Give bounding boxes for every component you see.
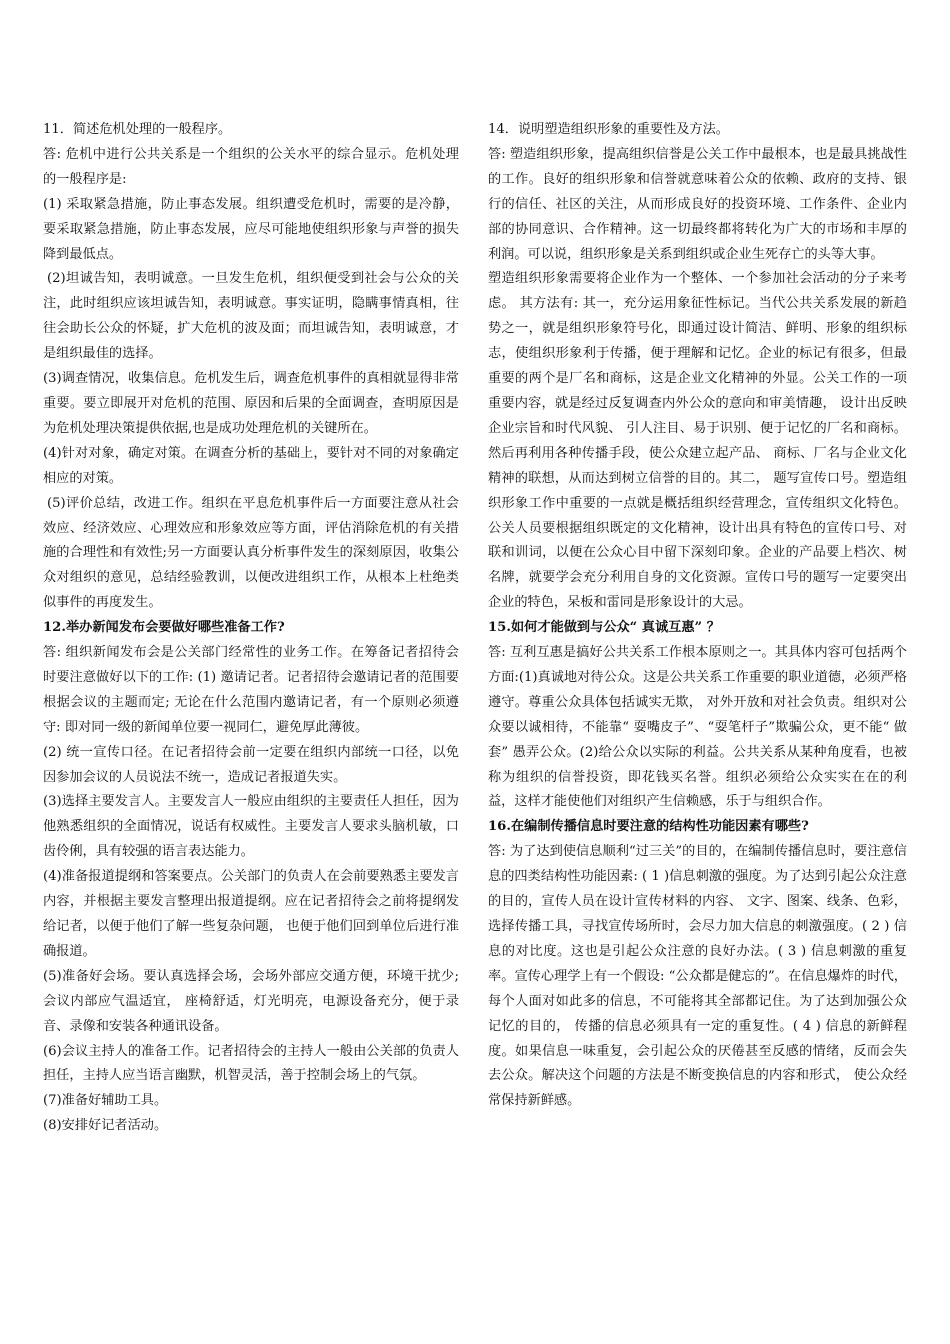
question-14-title: 14．说明塑造组织形象的重要性及方法。: [488, 122, 729, 137]
question-12-point-7: (7)准备好辅助工具。: [43, 1093, 168, 1109]
question-11-point-2: (2)坦诚告知，表明诚意。一旦发生危机，组织便受到社会与公众的关注，此时组织应该坦诚告知，表明诚意。事实证明，隐瞒事情真相，往往会助长公众的怀疑，扩大危机的波及面；而坦诚告知，表明诚意，才是组织最佳的选择。: [43, 271, 459, 362]
question-12-answer-intro: 答: 组织新闻发布会是公关部门经常性的业务工作。在筹备记者招待会时要注意做好以下的工作: (1) 邀请记者。记者招待会邀请记者的范围要根据会议的主题而定; 无论在什么范围内邀请记者，有一个原则必须遵守: 即对同一级的新闻单位要一视同仁，避免厚此薄彼。: [43, 645, 459, 735]
question-12-point-2: (2) 统一宣传口径。在记者招待会前一定要在组织内部统一口径，以免因参加会议的人员说法不统一，造成记者报道失实。: [43, 744, 459, 785]
question-11-point-4: (4)针对对象，确定对策。在调查分析的基础上，要针对不同的对象确定相应的对策。: [43, 445, 459, 486]
question-16-answer: 答: 为了达到使信息顺利“过三关”的目的，在编制传播信息时，要注意信息的四类结构性功能因素: ( 1 )信息刺激的强度。为了达到引起公众注意的目的，宣传人员在设计宣传材料的内容、 文字、图案、线条、色彩，选择传播工具，寻找宣传场所时，会尽力加大信息的刺激强度。( 2 ) 信息的对比度。这也是引起公众注意的良好办法。( 3 ) 信息刺激的重复率。宣传心理学上有一个假设: “公众都是健忘的”。在信息爆炸的时代，每个人面对如此多的信息，不可能将其全部都记住。为了达到加强公众记忆的目的， 传播的信息必须具有一定的重复性。( 4 ) 信息的新鲜程度。如果信息一味重复，会引起公众的厌倦甚至反感的情绪，反而会失去公众。解决这个问题的方法是不断变换信息的内容和形式， 使公众经常保持新鲜感。: [488, 844, 907, 1109]
question-12-point-3: (3)选择主要发言人。主要发言人一般应由组织的主要责任人担任，因为他熟悉组织的全面情况，说话有权威性。主要发言人要求头脑机敏，口齿伶俐，具有较强的语言表达能力。: [43, 794, 459, 860]
question-12-point-8: (8)安排好记者活动。: [43, 1118, 168, 1134]
question-11-point-1: (1) 采取紧急措施，防止事态发展。组织遭受危机时，需要的是冷静，要采取紧急措施，防止事态发展，应尽可能地使组织形象与声誉的损失降到最低点。: [43, 196, 459, 262]
question-12-point-4: (4)准备报道提纲和答案要点。公关部门的负责人在会前要熟悉主要发言内容，并根据主要发言整理出报道提纲。应在记者招待会之前将提纲发给记者，以便于他们了解一些复杂问题， 也便于他们回到单位后进行准确报道。: [43, 869, 459, 959]
question-16-title: 16.在编制传播信息时要注意的结构性功能因素有哪些?: [488, 819, 809, 835]
question-15-answer: 答: 互利互惠是搞好公共关系工作根本原则之一。其具体内容可包括两个方面:(1)真诚地对待公众。这是公共关系工作重要的职业道德，必须严格遵守。尊重公众具体包括诚实无欺， 对外开放和对社会负责。组织对公众要以诚相待，不能靠“ 耍嘴皮子”、“耍笔杆子”欺骗公众，更不能“ 做套” 愚弄公众。(2)给公众以实际的利益。公共关系从某种角度看，也被称为组织的信誉投资，即花钱买名誉。组织必须给公众实实在在的利益，这样才能使他们对组织产生信赖感，乐于与组织合作。: [488, 645, 907, 810]
question-14-answer-intro: 答: 塑造组织形象，提高组织信誉是公关工作中最根本，也是最具挑战性的工作。良好的组织形象和信誉就意味着公众的依赖、政府的支持、银行的信任、社区的关注，从而形成良好的投资环境、工作条件、企业内部的协同意识、合作精神。这一切最终都将转化为广大的市场和丰厚的利润。可以说，组织形象是关系到组织或企业生死存亡的头等大事。: [488, 146, 907, 262]
question-12-point-6: (6)会议主持人的准备工作。记者招待会的主持人一般由公关部的负责人担任，主持人应当语言幽默，机智灵活，善于控制会场上的气氛。: [43, 1043, 459, 1084]
question-12-title: 12.举办新闻发布会要做好哪些准备工作?: [43, 620, 285, 636]
question-11-answer-intro: 答: 危机中进行公共关系是一个组织的公关水平的综合显示。危机处理的一般程序是:: [43, 146, 459, 187]
question-15-title: 15.如何才能做到与公众“ 真诚互惠” ？: [488, 620, 720, 636]
question-11-point-3: (3)调查情况，收集信息。危机发生后，调查危机事件的真相就显得非常重要。要立即展开对危机的范围、原因和后果的全面调查，查明原因是为危机处理决策提供依据,也是成功处理危机的关键所在。: [43, 371, 459, 436]
right-column: [488, 118, 907, 1114]
question-14-methods: 塑造组织形象需要将企业作为一个整体、一个参加社会活动的分子来考虑。 其方法有: 其一，充分运用象征性标记。当代公共关系发展的新趋势之一，就是组织形象符号化，即通过设计简洁、鲜明、形象的组织标志，使组织形象利于传播，便于理解和记忆。企业的标记有很多，但最重要的两个是厂名和商标，这是企业文化精神的外显。公关工作的一项重要内容，就是经过反复调查内外公众的意向和审美情趣， 设计出反映企业宗旨和时代风貌、 引人注目、易于识别、便于记忆的厂名和商标。然后再利用各种传播手段，使公众建立起产品、 商标、厂名与企业文化精神的联想，从而达到树立信誉的目的。其二， 题写宣传口号。塑造组织形象工作中重要的一点就是概括组织经营理念，宣传组织文化特色。公关人员要根据组织既定的文化精神，设计出具有特色的宣传口号、对联和训词，以便在公众心目中留下深刻印象。企业的产品要上档次、树名牌，就要学会充分利用自身的文化资源。宣传口号的题写一定要突出企业的特色，呆板和雷同是形象设计的大忌。: [488, 271, 907, 611]
question-11-title: 11．简述危机处理的一般程序。: [43, 122, 232, 137]
question-11-point-5: (5)评价总结，改进工作。组织在平息危机事件后一方面要注意从社会效应、经济效应、心理效应和形象效应等方面，评估消除危机的有关措施的合理性和有效性;另一方面要认真分析事件发生的深刻原因，收集公众对组织的意见，总结经验教训，以便改进组织工作，从根本上杜绝类似事件的再度发生。: [43, 495, 459, 611]
question-12-point-5: (5)准备好会场。要认真选择会场，会场外部应交通方便，环境干扰少; 会议内部应气温适宜， 座椅舒适，灯光明亮，电源设备充分，便于录音、录像和安装各种通讯设备。: [43, 968, 459, 1034]
left-column: [43, 118, 459, 1139]
